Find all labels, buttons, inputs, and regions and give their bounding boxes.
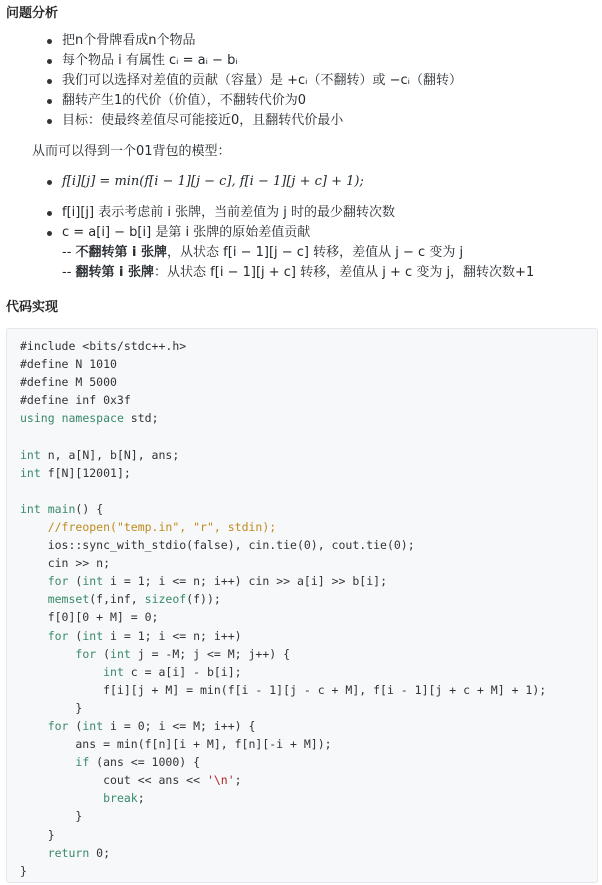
sub-prefix: --	[62, 245, 72, 260]
code-block	[6, 328, 598, 883]
paragraph: 从而可以得到一个01背包的模型：	[32, 144, 231, 159]
sub-prefix: --	[62, 265, 72, 280]
heading-code: 代码实现	[6, 300, 59, 315]
bullet-item: 把n个骨牌看成n个物品	[62, 33, 196, 48]
sub-item-bold: 不翻转第 i 张牌	[75, 245, 168, 260]
sub-item-rest: ，从状态 f[i − 1][j − c] 转移，差值从 j − c 变为 j	[167, 245, 464, 260]
bullet-item: c = a[i] − b[i] 是第 i 张牌的原始差值贡献	[62, 225, 311, 240]
sub-item-rest: ：从状态 f[i − 1][j + c] 转移，差值从 j + c 变为 j，翻转次数+1	[154, 265, 535, 280]
bullet-item: 目标：使最终差值尽可能接近0，且翻转代价最小	[62, 113, 344, 128]
formula-bullet: f[i][j] = min(f[i − 1][j − c], f[i − 1][j + c] + 1);	[62, 174, 364, 189]
bullet-item: 每个物品 i 有属性 cᵢ = aᵢ − bᵢ	[62, 53, 238, 68]
heading-analysis: 问题分析	[6, 6, 59, 21]
code-text: #include <bits/stdc++.h> #define N 1010 #define M 5000 #define inf 0x3f using namespace std; int n, a[N], b[N], ans; int f[N][12001]; int main() { //freopen("temp.in", "r", stdin); ios::sync_with_stdio(false), cin.tie(0), cout.tie(0); cin >> n; for (int i = 1; i <= n; i++) cin >> a[i] >> b[i]; memset(f,inf, sizeof(f)); f[0][0 + M] = 0; for (int i = 1; i <= n; i++) for (int j = -M; j <= M; j++) { int c = a[i] - b[i]; f[i][j + M] = min(f[i - 1][j - c + M], f[i - 1][j + c + M] + 1); } for (int i = 0; i <= M; i++) { ans = min(f[n][i + M], f[n][-i + M]); if (ans <= 1000) { cout << ans << '\n'; break; } } return 0; }	[20, 339, 547, 878]
sub-item-bold: 翻转第 i 张牌	[75, 265, 155, 280]
bullet-item: 我们可以选择对差值的贡献（容量）是 +cᵢ（不翻转）或 −cᵢ（翻转）	[62, 73, 462, 88]
bullet-item: f[i][j] 表示考虑前 i 张牌，当前差值为 j 时的最少翻转次数	[62, 205, 395, 220]
sub-item	[62, 244, 463, 262]
bullet-item: 翻转产生1的代价（价值），不翻转代价为0	[62, 93, 307, 108]
sub-item	[62, 264, 534, 282]
